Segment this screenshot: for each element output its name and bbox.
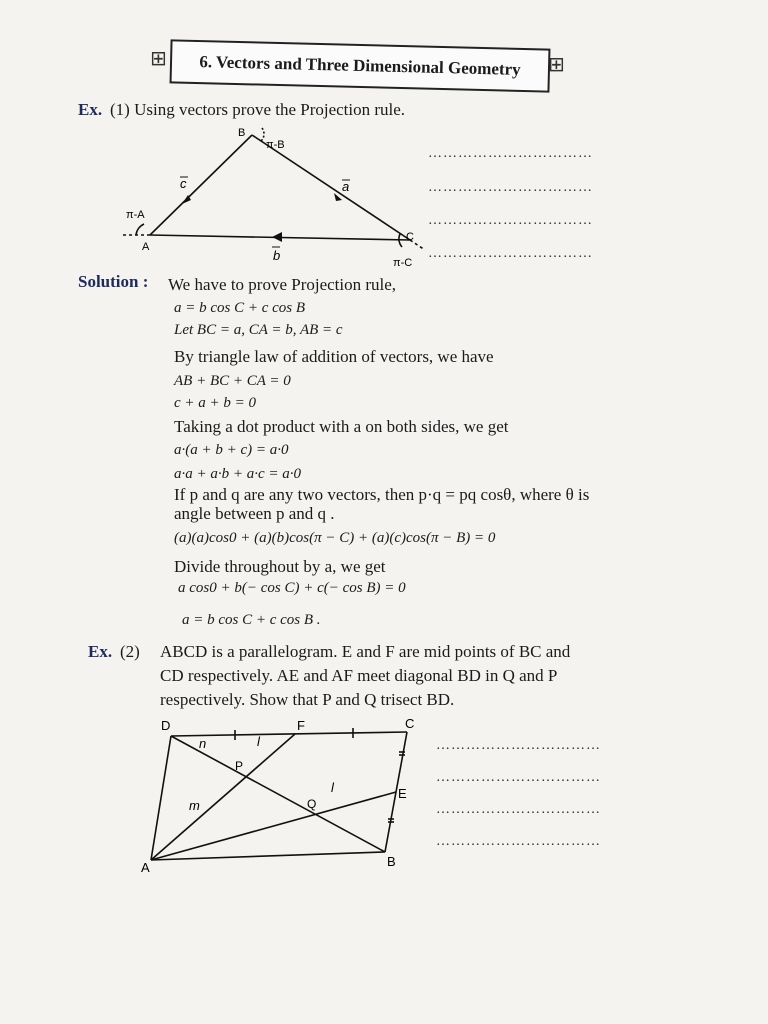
vertex-A: A — [141, 860, 150, 875]
point-Q: Q — [307, 797, 317, 811]
solution-line: a = b cos C + c cos B . — [182, 612, 321, 628]
segment-label-n: n — [199, 736, 207, 751]
solution-label: Solution : — [78, 272, 149, 291]
angle-label-piB: π-B — [266, 139, 285, 151]
chapter-title: 6. Vectors and Three Dimensional Geometry — [199, 52, 521, 79]
vector-c-label: c — [180, 176, 187, 191]
solution-line: c + a + b = 0 — [174, 395, 257, 411]
blank-line: …………………………… — [428, 146, 593, 161]
angle-label-piA: π-A — [126, 209, 145, 221]
example-2-line: CD respectively. AE and AF meet diagonal BD in Q and P — [160, 666, 558, 685]
solution-line: angle between p and q . — [174, 504, 335, 523]
blank-line: …………………………… — [436, 802, 601, 817]
vertex-C: C — [405, 716, 415, 731]
triangle-figure — [110, 120, 430, 270]
example-1-label: Ex. — [78, 100, 103, 119]
blank-line: …………………………… — [428, 180, 593, 195]
vertex-E: E — [398, 786, 407, 801]
solution-line: By triangle law of addition of vectors, we have — [174, 347, 494, 366]
solution-line: AB + BC + CA = 0 — [174, 373, 291, 389]
arrow-b — [272, 232, 282, 242]
line-AE — [151, 792, 396, 860]
blank-line: …………………………… — [436, 738, 601, 753]
title-left-ornament: ⊞ — [150, 46, 167, 70]
vertex-A: A — [142, 241, 150, 253]
title-right-ornament: ⊞ — [548, 52, 565, 76]
solution-line: Taking a dot product with a on both sides, we get — [174, 417, 509, 436]
vector-a-label: a — [342, 179, 350, 194]
vector-b-label: b — [273, 248, 281, 263]
solution-line: a·(a + b + c) = a·0 — [174, 442, 289, 458]
segment-label-l: l — [257, 734, 260, 749]
example-2-number: (2) — [120, 642, 140, 661]
vertex-B: B — [387, 854, 396, 869]
solution-line: a·a + a·b + a·c = a·0 — [174, 466, 302, 482]
solution-line: Let BC = a, CA = b, AB = c — [174, 322, 343, 338]
side-AB — [150, 135, 252, 235]
vertex-C: C — [406, 231, 414, 243]
line-AF — [151, 734, 295, 860]
vertex-F: F — [297, 718, 305, 733]
segment-label-m: m — [189, 798, 200, 813]
vertex-B: B — [238, 127, 246, 139]
vertex-D: D — [161, 718, 171, 733]
example-2-line: ABCD is a parallelogram. E and F are mid points of BC and — [160, 642, 571, 661]
point-P: P — [235, 759, 244, 773]
blank-line: …………………………… — [436, 770, 601, 785]
example-1-text: (1) Using vectors prove the Projection rule. — [110, 100, 406, 119]
parallelogram-figure — [135, 712, 425, 877]
segment-label-l: l — [331, 780, 334, 795]
solution-line: (a)(a)cos0 + (a)(b)cos(π − C) + (a)(c)cos(π − B) = 0 — [174, 530, 496, 546]
side-BA — [151, 852, 385, 860]
example-2-line: respectively. Show that P and Q trisect BD. — [160, 690, 455, 709]
solution-line: Divide throughout by a, we get — [174, 557, 386, 576]
solution-intro: We have to prove Projection rule, — [168, 275, 397, 294]
chapter-title-box — [170, 39, 551, 92]
solution-line: a cos0 + b(− cos C) + c(− cos B) = 0 — [178, 580, 406, 596]
solution-line: a = b cos C + c cos B — [174, 300, 306, 316]
solution-line: If p and q are any two vectors, then p·q = pq cosθ, where θ is — [174, 485, 590, 504]
angle-arc-A — [136, 224, 144, 235]
diagonal-DB — [171, 736, 385, 852]
blank-line: …………………………… — [428, 213, 593, 228]
side-DC — [171, 732, 407, 736]
blank-line: …………………………… — [436, 834, 601, 849]
example-2-label: Ex. — [88, 642, 113, 661]
side-AD — [151, 736, 171, 860]
angle-label-piC: π-C — [393, 257, 413, 269]
blank-line: …………………………… — [428, 246, 593, 261]
